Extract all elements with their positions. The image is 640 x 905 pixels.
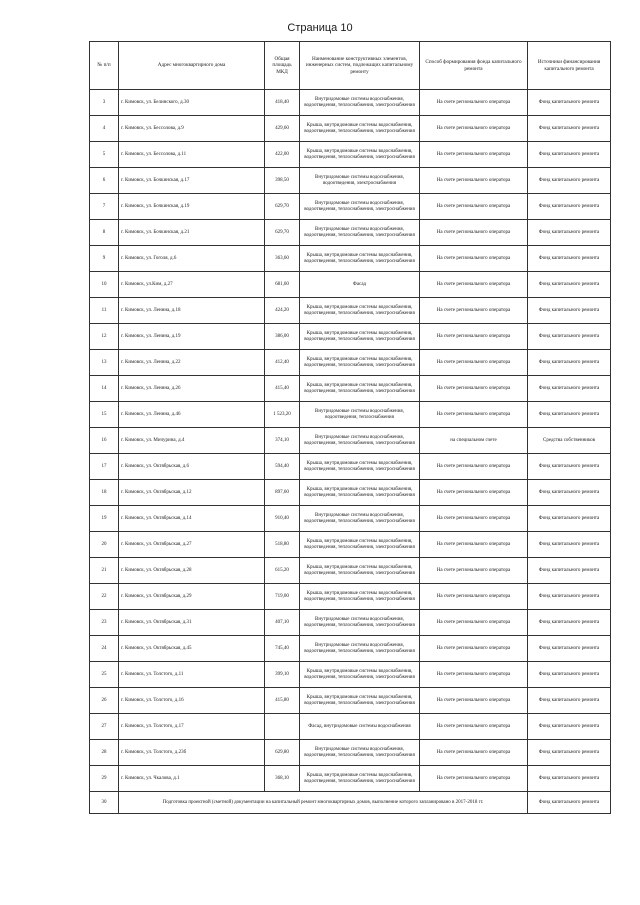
row-method: На счете регионального оператора xyxy=(420,688,528,714)
header-address: Адрес многоквартирного дома xyxy=(119,42,265,90)
row-area: 594,40 xyxy=(265,454,300,480)
row-area: 415,40 xyxy=(265,376,300,402)
row-source: Фонд капитального ремонта xyxy=(528,610,611,636)
row-works: Внутридомовые системы водоснабжения, водоотведения, теплоснабжения, электроснабжения xyxy=(300,506,420,532)
row-address: г. Кимовск, ул. Октябрьская, д.45 xyxy=(119,636,265,662)
row-number: 15 xyxy=(90,402,119,428)
row-method: На счете регионального оператора xyxy=(420,402,528,428)
row-area: 412,40 xyxy=(265,350,300,376)
row-works: Крыша, внутридомовые системы водоснабжения, водоотведения, теплоснабжения, электроснабжения xyxy=(300,246,420,272)
row-works: Внутридомовые системы водоснабжения, водоотведения, теплоснабжения, электроснабжения xyxy=(300,194,420,220)
row-source: Фонд капитального ремонта xyxy=(528,350,611,376)
row-address: г. Кимовск, ул. Ленина, д.26 xyxy=(119,376,265,402)
table-row xyxy=(90,272,611,298)
row-number: 16 xyxy=(90,428,119,454)
row-works: Фасад xyxy=(300,272,420,298)
row-number: 25 xyxy=(90,662,119,688)
row-method: На счете регионального оператора xyxy=(420,272,528,298)
row-area: 1 523,20 xyxy=(265,402,300,428)
row-source: Фонд капитального ремонта xyxy=(528,636,611,662)
header-source: Источники финансирования капитального ремонта xyxy=(528,42,611,90)
row-number: 26 xyxy=(90,688,119,714)
row-number: 17 xyxy=(90,454,119,480)
row-method: На счете регионального оператора xyxy=(420,662,528,688)
row-address: г. Кимовск, ул. Ленина, д.18 xyxy=(119,298,265,324)
row-source: Фонд капитального ремонта xyxy=(528,116,611,142)
row-address: г. Кимовск, ул. Бочкинская, д.17 xyxy=(119,168,265,194)
row-address: г. Кимовск, ул. Толстого, д.11 xyxy=(119,662,265,688)
row-area: 629,70 xyxy=(265,220,300,246)
row-number: 23 xyxy=(90,610,119,636)
row-source: Фонд капитального ремонта xyxy=(528,558,611,584)
row-works: Крыша, внутридомовые системы водоснабжения, водоотведения, теплоснабжения, электроснабжения xyxy=(300,376,420,402)
row-method: На счете регионального оператора xyxy=(420,584,528,610)
row-source: Фонд капитального ремонта xyxy=(528,272,611,298)
row-method: На счете регионального оператора xyxy=(420,116,528,142)
table-row xyxy=(90,194,611,220)
table-row xyxy=(90,116,611,142)
row-method: На счете регионального оператора xyxy=(420,376,528,402)
row-number: 9 xyxy=(90,246,119,272)
row-number: 22 xyxy=(90,584,119,610)
table-row xyxy=(90,90,611,116)
header-works: Наименование конструктивных элементов, инженерных систем, подлежащих капитальному ремонту xyxy=(300,42,420,90)
row-address: г. Кимовск, ул. Ленина, д.46 xyxy=(119,402,265,428)
row-method: На счете регионального оператора xyxy=(420,246,528,272)
row-source: Фонд капитального ремонта xyxy=(528,220,611,246)
table-row xyxy=(90,428,611,454)
row-method: На счете регионального оператора xyxy=(420,636,528,662)
row-area: 518,80 xyxy=(265,532,300,558)
row-area: 415,80 xyxy=(265,688,300,714)
row-number: 18 xyxy=(90,480,119,506)
row-address: г. Кимовск, ул. Толстого, д.17 xyxy=(119,714,265,740)
row-address: г. Кимовск, ул. Октябрьская, д.14 xyxy=(119,506,265,532)
row-number: 8 xyxy=(90,220,119,246)
row-number: 12 xyxy=(90,324,119,350)
row-works: Крыша, внутридомовые системы водоснабжения, водоотведения, теплоснабжения, электроснабжения xyxy=(300,350,420,376)
row-address: г. Кимовск, ул. Октябрьская, д.29 xyxy=(119,584,265,610)
row-source: Фонд капитального ремонта xyxy=(528,402,611,428)
row-number: 24 xyxy=(90,636,119,662)
table-row xyxy=(90,636,611,662)
row-address: г. Кимовск, ул. Мичурина, д.4 xyxy=(119,428,265,454)
row-works: Крыша, внутридомовые системы водоснабжения, водоотведения, теплоснабжения, электроснабжения xyxy=(300,480,420,506)
row-address: г. Кимовск, ул. Октябрьская, д.12 xyxy=(119,480,265,506)
table-row xyxy=(90,246,611,272)
row-address: г. Кимовск, ул. Октябрьская, д.31 xyxy=(119,610,265,636)
row-works: Крыша, внутридомовые системы водоснабжения, водоотведения, теплоснабжения, электроснабжения xyxy=(300,584,420,610)
row-works: Крыша, внутридомовые системы водоснабжения, водоотведения, теплоснабжения, электроснабжения xyxy=(300,532,420,558)
row-method: На счете регионального оператора xyxy=(420,532,528,558)
row-works: Крыша, внутридомовые системы водоснабжения, водоотведения, теплоснабжения, электроснабжения xyxy=(300,688,420,714)
table-row-summary xyxy=(90,792,611,814)
row-number: 19 xyxy=(90,506,119,532)
row-method: На счете регионального оператора xyxy=(420,480,528,506)
table-row xyxy=(90,610,611,636)
table-row xyxy=(90,584,611,610)
table-row xyxy=(90,532,611,558)
row-works: Внутридомовые системы водоснабжения, водоотведения, теплоснабжения, электроснабжения xyxy=(300,636,420,662)
row-method: На счете регионального оператора xyxy=(420,558,528,584)
row-address: г. Кимовск, ул. Ленина, д.22 xyxy=(119,350,265,376)
table-row xyxy=(90,350,611,376)
row-method: На счете регионального оператора xyxy=(420,714,528,740)
row-area: 399,10 xyxy=(265,662,300,688)
row-source: Фонд капитального ремонта xyxy=(528,740,611,766)
row-area: 398,50 xyxy=(265,168,300,194)
row-source: Фонд капитального ремонта xyxy=(528,766,611,792)
row-works: Внутридомовые системы водоснабжения, водоотведения, электроснабжения xyxy=(300,168,420,194)
row-area: 418,40 xyxy=(265,90,300,116)
row-number: 5 xyxy=(90,142,119,168)
row-area: 368,10 xyxy=(265,766,300,792)
row-source: Фонд капитального ремонта xyxy=(528,792,611,814)
row-method: На счете регионального оператора xyxy=(420,740,528,766)
row-method: На счете регионального оператора xyxy=(420,142,528,168)
row-area: 719,00 xyxy=(265,584,300,610)
row-address: г. Кимовск, ул. Толстого, д.23б xyxy=(119,740,265,766)
row-source: Фонд капитального ремонта xyxy=(528,194,611,220)
table-row xyxy=(90,688,611,714)
row-area: 629,70 xyxy=(265,194,300,220)
row-area: 615,20 xyxy=(265,558,300,584)
table-row xyxy=(90,740,611,766)
row-area: 422,00 xyxy=(265,142,300,168)
row-works: Внутридомовые системы водоснабжения, водоотведения, теплоснабжения, электроснабжения xyxy=(300,220,420,246)
row-address: г. Кимовск, ул.Ким, д.27 xyxy=(119,272,265,298)
row-address: г. Кимовск, ул. Бочкинская, д.21 xyxy=(119,220,265,246)
table-row xyxy=(90,558,611,584)
row-method: На счете регионального оператора xyxy=(420,766,528,792)
row-area: 745,40 xyxy=(265,636,300,662)
row-address: г. Кимовск, ул. Гоголя, д.6 xyxy=(119,246,265,272)
row-source: Фонд капитального ремонта xyxy=(528,480,611,506)
row-address: г. Кимовск, ул. Бочкинская, д.19 xyxy=(119,194,265,220)
row-source: Фонд капитального ремонта xyxy=(528,324,611,350)
table-row xyxy=(90,168,611,194)
row-method: На счете регионального оператора xyxy=(420,220,528,246)
row-number: 21 xyxy=(90,558,119,584)
row-source: Фонд капитального ремонта xyxy=(528,142,611,168)
table-row xyxy=(90,714,611,740)
row-method: На счете регионального оператора xyxy=(420,454,528,480)
row-method: На счете регионального оператора xyxy=(420,506,528,532)
row-source: Фонд капитального ремонта xyxy=(528,90,611,116)
row-works: Крыша, внутридомовые системы водоснабжения, водоотведения, теплоснабжения, электроснабжения xyxy=(300,454,420,480)
row-works: Крыша, внутридомовые системы водоснабжения, водоотведения, теплоснабжения, электроснабжения xyxy=(300,662,420,688)
table-row xyxy=(90,766,611,792)
table-row xyxy=(90,662,611,688)
row-area: 629,80 xyxy=(265,740,300,766)
row-method: На счете регионального оператора xyxy=(420,350,528,376)
row-design-docs-note: Подготовка проектной (сметной) документации на капитальный ремонт многоквартирных домов, выполнение которого запланировано в 2017-2018 гг. xyxy=(119,792,528,814)
row-works: Крыша, внутридомовые системы водоснабжения, водоотведения, теплоснабжения, электроснабжения xyxy=(300,298,420,324)
table-row xyxy=(90,220,611,246)
row-source: Фонд капитального ремонта xyxy=(528,584,611,610)
header-area: Общая площадь МКД xyxy=(265,42,300,90)
row-works: Крыша, внутридомовые системы водоснабжения, водоотведения, теплоснабжения, электроснабжения xyxy=(300,142,420,168)
row-source: Фонд капитального ремонта xyxy=(528,662,611,688)
repair-plan-table xyxy=(89,41,611,814)
row-number: 27 xyxy=(90,714,119,740)
row-works: Крыша, внутридомовые системы водоснабжения, водоотведения, теплоснабжения, электроснабжения xyxy=(300,324,420,350)
row-address: г. Кимовск, ул. Октябрьская, д.6 xyxy=(119,454,265,480)
row-source: Фонд капитального ремонта xyxy=(528,454,611,480)
row-area xyxy=(265,714,300,740)
row-address: г. Кимовск, ул. Октябрьская, д.27 xyxy=(119,532,265,558)
row-area: 681,60 xyxy=(265,272,300,298)
row-method: на специальном счете xyxy=(420,428,528,454)
row-number: 14 xyxy=(90,376,119,402)
row-number: 3 xyxy=(90,90,119,116)
table-header xyxy=(90,42,611,90)
row-source: Фонд капитального ремонта xyxy=(528,298,611,324)
row-number: 30 xyxy=(90,792,119,814)
row-address: г. Кимовск, ул. Бессолова, д.9 xyxy=(119,116,265,142)
row-source: Фонд капитального ремонта xyxy=(528,246,611,272)
row-source: Фонд капитального ремонта xyxy=(528,688,611,714)
row-works: Крыша, внутридомовые системы водоснабжения, водоотведения, теплоснабжения, электроснабжения xyxy=(300,558,420,584)
row-works: Внутридомовые системы водоснабжения, водоотведения, теплоснабжения, электроснабжения xyxy=(300,610,420,636)
row-number: 7 xyxy=(90,194,119,220)
table-body xyxy=(90,90,611,814)
row-number: 11 xyxy=(90,298,119,324)
row-source: Фонд капитального ремонта xyxy=(528,714,611,740)
row-address: г. Кимовск, ул. Белинского, д.30 xyxy=(119,90,265,116)
row-method: На счете регионального оператора xyxy=(420,610,528,636)
page-title: Страница 10 xyxy=(287,22,353,34)
row-works: Внутридомовые системы водоснабжения, водоотведения, теплоснабжения, электроснабжения xyxy=(300,90,420,116)
row-address: г. Кимовск, ул. Толстого, д.16 xyxy=(119,688,265,714)
row-number: 20 xyxy=(90,532,119,558)
table-row xyxy=(90,376,611,402)
row-works: Крыша, внутридомовые системы водоснабжения, водоотведения, теплоснабжения, электроснабжения xyxy=(300,766,420,792)
table-row xyxy=(90,298,611,324)
row-area: 386,00 xyxy=(265,324,300,350)
row-area: 363,60 xyxy=(265,246,300,272)
row-address: г. Кимовск, ул. Чкалова, д.1 xyxy=(119,766,265,792)
row-source: Фонд капитального ремонта xyxy=(528,506,611,532)
row-number: 13 xyxy=(90,350,119,376)
table-row xyxy=(90,402,611,428)
row-source: Средства собственников xyxy=(528,428,611,454)
row-works: Внутридомовые системы водоснабжения, водоотведения, теплоснабжения, электроснабжения xyxy=(300,428,420,454)
row-area: 407,10 xyxy=(265,610,300,636)
row-method: На счете регионального оператора xyxy=(420,324,528,350)
row-number: 4 xyxy=(90,116,119,142)
header-num: № п/п xyxy=(90,42,119,90)
row-source: Фонд капитального ремонта xyxy=(528,376,611,402)
row-area: 424,20 xyxy=(265,298,300,324)
table-row xyxy=(90,480,611,506)
row-area: 897,60 xyxy=(265,480,300,506)
row-area: 429,60 xyxy=(265,116,300,142)
row-number: 28 xyxy=(90,740,119,766)
row-area: 374,10 xyxy=(265,428,300,454)
row-works: Фасад, внутридомовые системы водоснабжения xyxy=(300,714,420,740)
row-method: На счете регионального оператора xyxy=(420,194,528,220)
row-works: Внутридомовые системы водоснабжения, водоотведения, теплоснабжения, электроснабжения xyxy=(300,740,420,766)
table-row xyxy=(90,454,611,480)
row-works: Внутридомовые системы водоснабжения, водоотведения, теплоснабжения xyxy=(300,402,420,428)
table-row xyxy=(90,142,611,168)
row-area: 910,40 xyxy=(265,506,300,532)
table-row xyxy=(90,324,611,350)
row-method: На счете регионального оператора xyxy=(420,298,528,324)
row-address: г. Кимовск, ул. Ленина, д.19 xyxy=(119,324,265,350)
row-address: г. Кимовск, ул. Октябрьская, д.28 xyxy=(119,558,265,584)
row-works: Крыша, внутридомовые системы водоснабжения, водоотведения, теплоснабжения, электроснабжения xyxy=(300,116,420,142)
row-number: 6 xyxy=(90,168,119,194)
row-source: Фонд капитального ремонта xyxy=(528,532,611,558)
row-method: На счете регионального оператора xyxy=(420,90,528,116)
row-address: г. Кимовск, ул. Бессолова, д.11 xyxy=(119,142,265,168)
row-number: 10 xyxy=(90,272,119,298)
header-method: Способ формирования фонда капитального ремонта xyxy=(420,42,528,90)
table-row xyxy=(90,506,611,532)
row-method: На счете регионального оператора xyxy=(420,168,528,194)
row-source: Фонд капитального ремонта xyxy=(528,168,611,194)
row-number: 29 xyxy=(90,766,119,792)
